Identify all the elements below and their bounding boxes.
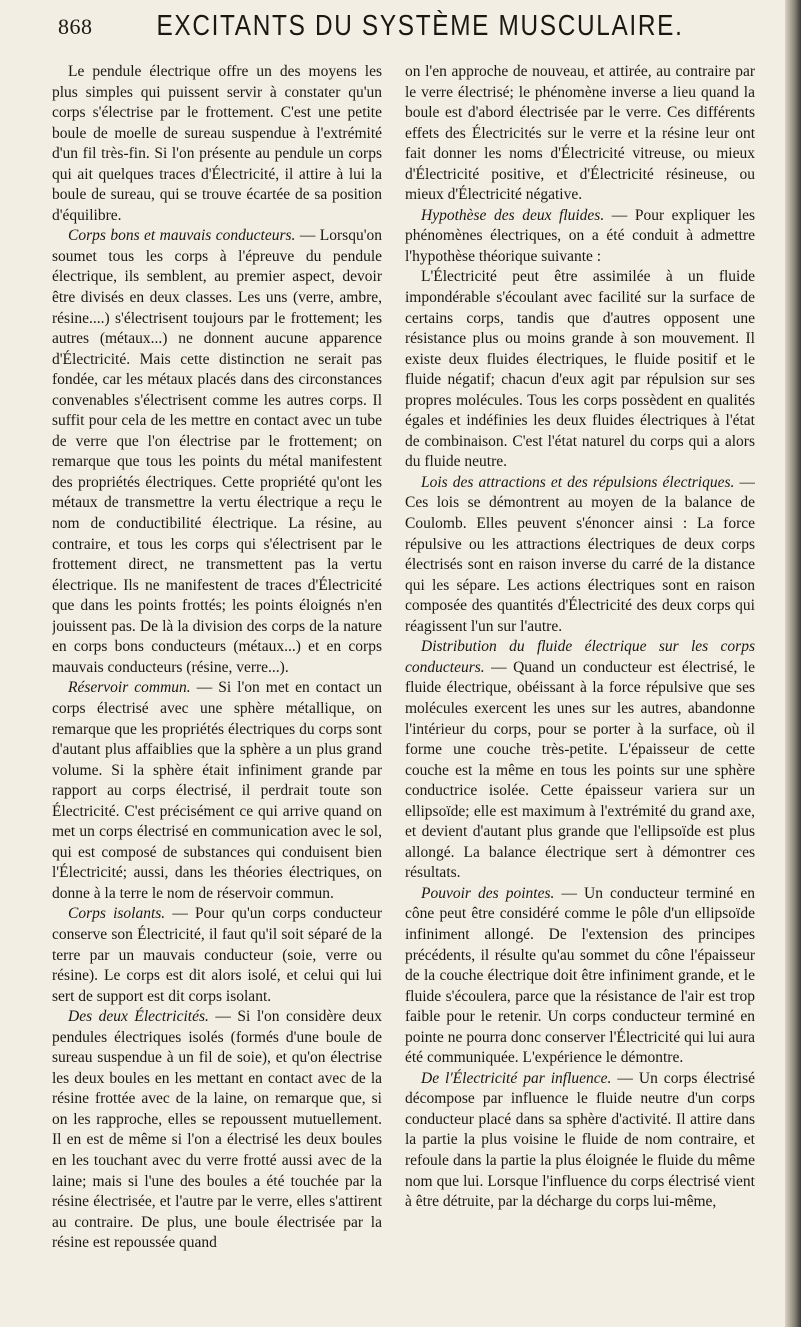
paragraph-text: — Ces lois se démontrent au moyen de la balance de Coulomb. Elles peuvent s'énoncer ainsi : La force répulsive ou les attractions électriques de deux corps électrisés sont en raison inverse du carré de la distance qui les sépare. Les actions électriques sont en raison composée des quantités d'Électricité des deux corps qui réagissent l'un sur l'autre.	[405, 473, 755, 635]
paragraph	[52, 904, 382, 1007]
paragraph-text: — Si l'on considère deux pendules électriques isolés (formés d'une boule de sureau suspendue à un fil de soie), et qu'on électrise les deux boules en les mettant en contact avec de la résine frottée avec de la laine, on remarque que, si on les rapproche, elles se repoussent mutuellement. Il en est de même si l'on a électrisé les deux boules en les touchant avec du verre frotté aussi avec de la laine; mais si l'une des boules a été touchée par la résine électrisée, et l'autre par le verre, elles s'attirent au contraire. De plus, une boule électrisée par la résine est repoussée quand	[52, 1008, 382, 1252]
paragraph	[405, 884, 755, 1069]
paragraph	[405, 1069, 755, 1213]
paragraph-text: — Quand un conducteur est électrisé, le fluide électrique, obéissant à la force répulsive que ses molécules exercent les unes sur les autres, abandonne l'intérieur du corps, pour se porter à la surface, où il forme une couche très-petite. L'épaisseur de cette couche est la même en tous les points sur une sphère conductrice isolée. Cette épaisseur variera sur un ellipsoïde; elle est maximum à l'extrémité du grand axe, et devient d'autant plus grande que l'ellipsoïde est plus allongé. La balance électrique sert à démontrer ces résultats.	[405, 658, 755, 882]
section-lead-heading: Réservoir commun.	[68, 679, 191, 697]
running-title: EXCITANTS DU SYSTÈME MUSCULAIRE.	[156, 10, 684, 42]
section-lead-heading: Hypothèse des deux fluides.	[421, 206, 605, 224]
paragraph	[405, 206, 755, 268]
section-lead-heading: Des deux Électricités.	[68, 1008, 209, 1026]
paragraph-text: — Si l'on met en contact un corps électrisé avec une sphère métallique, on remarque que les propriétés électriques du corps sont d'autant plus affaiblies que la sphère a un plus grand volume. Si la sphère était infiniment grande par rapport au corps électrisé, il perdrait toute son Électricité. C'est précisément ce qui arrive quand on met un corps électrisé en communication avec le sol, qui est composé de substances qui conduisent bien l'Électricité; aussi, dans les théories électriques, on donne à la terre le nom de réservoir commun.	[52, 679, 382, 902]
paragraph-text: on l'en approche de nouveau, et attirée, au contraire par le verre électrisé; le phénomène inverse a lieu quand la boule est d'abord électrisée par le verre. Ces différents effets des Électricités sur le verre et la résine leur ont fait donner les noms d'Électricité vitreuse, ou mieux d'Électricité positive, et d'Électricité résineuse, ou mieux d'Électricité négative.	[405, 63, 755, 204]
page-edge-shadow	[785, 0, 801, 1327]
section-lead-heading: Corps isolants.	[68, 905, 166, 923]
paragraph-text: — Pour expliquer les phénomènes électriques, on a été conduit à admettre l'hypothèse théorique suivante :	[405, 206, 755, 265]
left-text-column	[52, 62, 382, 1317]
paragraph-text: — Lorsqu'on soumet tous les corps à l'épreuve du pendule électrique, ils semblent, au premier aspect, devoir être divisés en deux classes. Les uns (verre, ambre, résine....) s'électrisent toujours par le frottement; les autres (métaux...) ne donnent aucune apparence d'Électricité. Mais cette distinction ne serait pas fondée, car les métaux placés dans des circonstances convenables s'électrisent comme les autres corps. Il suffit pour cela de les mettre en contact avec un tube de verre que l'on électrise par le frottement; on remarque que tous les points du métal manifestent des propriétés électriques. Cette propriété qu'ont les métaux de transmettre la vertu électrique a reçu le nom de conductibilité électrique. La résine, au contraire, et tous les corps qui s'électrisent par le frottement direct, ne transmettent pas la vertu électrique. Ils ne manifestent de traces d'Électricité que dans les points frottés; les points éloignés n'en jouissent pas. De là la division des corps de la nature en corps bons conducteurs (métaux...) et en corps mauvais conducteurs (résine, verre...).	[52, 227, 382, 676]
paragraph-text: L'Électricité peut être assimilée à un fluide impondérable s'écoulant avec facilité sur la surface de certains corps, tandis que d'autres opposent une résistance plus ou moins grande à son mouvement. Il existe deux fluides électriques, le fluide positif et le fluide négatif; chacun d'eux agit par répulsion sur ses propres molécules. Tous les corps possèdent en qualités égales et indéfinies les deux fluides électriques à l'état de combinaison. C'est l'état naturel du corps qui a alors du fluide neutre.	[405, 268, 755, 471]
paragraph	[52, 678, 382, 904]
section-lead-heading: Lois des attractions et des répulsions électriques.	[421, 473, 735, 491]
paragraph-text: — Un conducteur terminé en cône peut être considéré comme le pôle d'un ellipsoïde infiniment allongé. De l'extension des principes précédents, il résulte qu'au sommet du cône l'épaisseur de la couche électrique doit être infiniment grande, et le fluide s'écoulera, parce que la résistance de l'air est trop faible pour le retenir. Un corps conducteur terminé en pointe ne pourra donc conserver l'Électricité qui lui aura été communiquée. L'expérience le démontre.	[405, 884, 755, 1067]
page-number: 868	[58, 14, 93, 39]
page-header	[58, 6, 758, 46]
paragraph	[52, 226, 382, 678]
paragraph	[405, 267, 755, 472]
paragraph	[52, 62, 382, 226]
paragraph	[405, 473, 755, 637]
section-lead-heading: Distribution du fluide électrique sur les corps conducteurs.	[405, 638, 755, 676]
right-text-column	[405, 62, 755, 1317]
paragraph-text: Le pendule électrique offre un des moyens les plus simples qui puissent servir à constater qu'un corps s'électrise par le frottement. C'est une petite boule de moelle de sureau suspendue à l'extrémité d'un fil très-fin. Si l'on présente au pendule un corps qui ait quelques traces d'Électricité, il attire à lui la boule de sureau, qui se trouve écartée de sa position d'équilibre.	[52, 63, 382, 224]
section-lead-heading: Corps bons et mauvais conducteurs.	[68, 227, 296, 245]
paragraph-text: — Un corps électrisé décompose par influence le fluide neutre d'un corps conducteur placé dans sa sphère d'activité. Il attire dans la partie la plus voisine le fluide de nom contraire, et refoule dans la partie la plus éloignée le fluide du même nom que lui. Lorsque l'influence du corps électrisé vient à être détruite, par la décharge du corps lui-même,	[405, 1069, 755, 1211]
paragraph	[405, 62, 755, 206]
section-lead-heading: Pouvoir des pointes.	[421, 884, 555, 902]
paragraph-text: — Pour qu'un corps conducteur conserve son Électricité, il faut qu'il soit séparé de la terre par un mauvais conducteur (soie, verre ou résine). Le corps est dit alors isolé, et celui qui lui sert de support est dit corps isolant.	[52, 905, 382, 1005]
paragraph	[52, 1007, 382, 1254]
section-lead-heading: De l'Électricité par influence.	[421, 1069, 612, 1087]
paragraph	[405, 637, 755, 884]
